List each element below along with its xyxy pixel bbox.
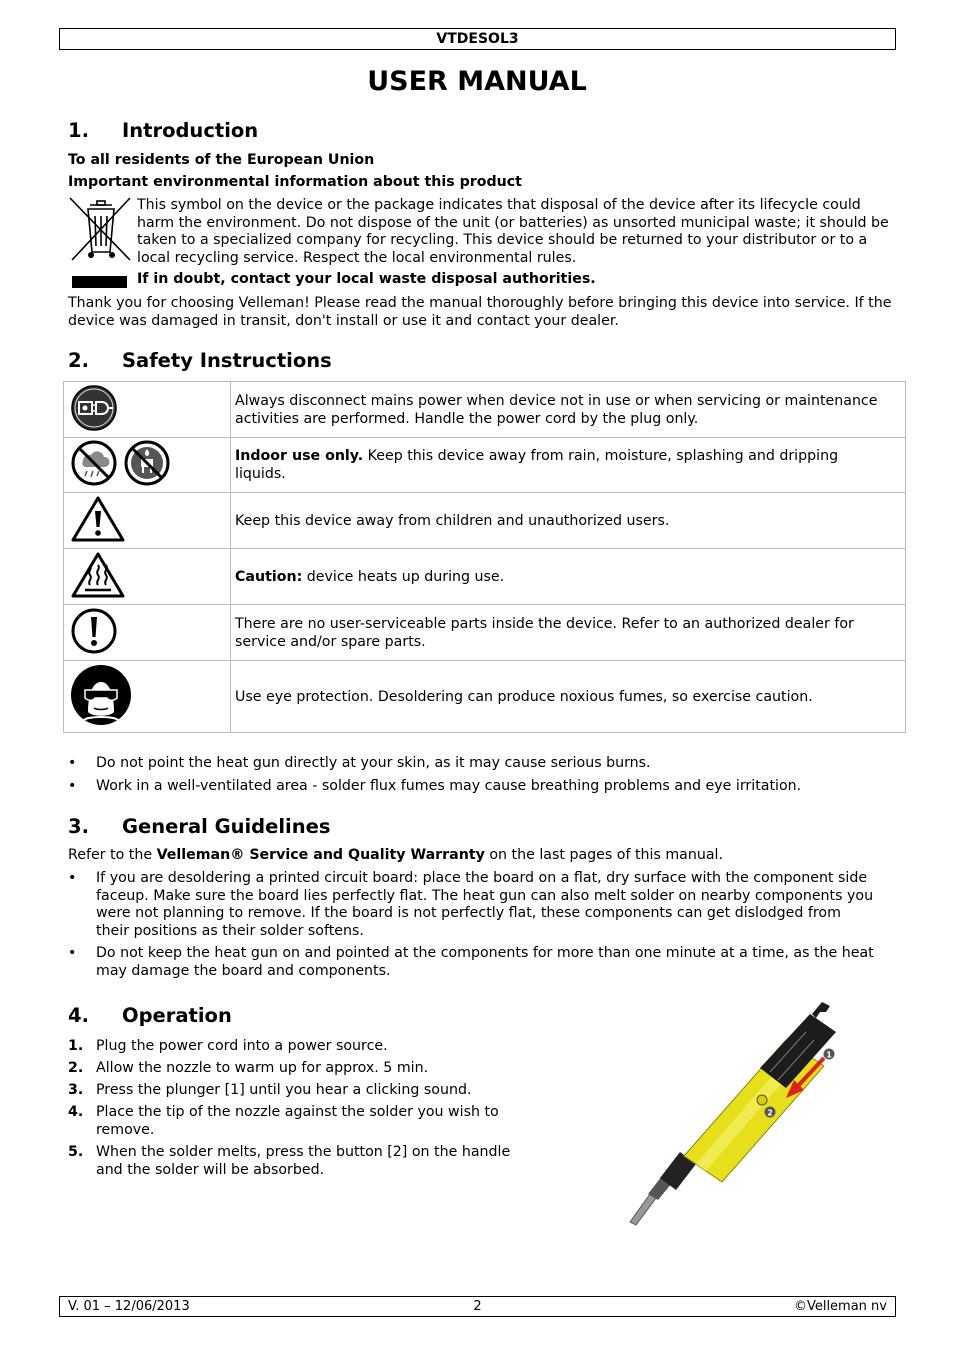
- list-item: [68, 1103, 528, 1139]
- section-heading-safety: [68, 349, 332, 372]
- list-item: • Do not keep the heat gun on and pointed at the components for more than one minute at a time, as the heat may damage the board and components.: [68, 945, 878, 980]
- safety-row: [64, 493, 906, 549]
- step-text: Allow the nozzle to warm up for approx. 5 min.: [96, 1060, 429, 1076]
- warranty-reference: [68, 847, 723, 863]
- no-splash-icon: [123, 475, 171, 491]
- warranty-text-post: on the last pages of this manual.: [484, 847, 724, 863]
- warning-icon: [70, 531, 126, 547]
- list-item: [68, 1081, 528, 1099]
- environmental-info-subheading: Important environmental information about this product: [68, 174, 522, 190]
- safety-table: [63, 381, 906, 733]
- hot-surface-icon: [70, 587, 126, 603]
- section-title: General Guidelines: [122, 815, 331, 838]
- section-number: 1.: [68, 119, 89, 142]
- step-number: 1.: [68, 1038, 84, 1054]
- document-header: [59, 28, 896, 50]
- safety-text: [231, 438, 906, 493]
- safety-text-body: Keep this device away from children and unauthorized users.: [235, 512, 670, 529]
- section-title: Operation: [122, 1004, 232, 1027]
- step-text: Press the plunger [1] until you hear a clicking sound.: [96, 1082, 472, 1098]
- list-item: • If you are desoldering a printed circuit board: place the board on a flat, dry surface with the component side faceup. Make sure the board lies perfectly flat. The heat gun can also melt solder on nearby components you were not planning to remove. If the board is not perfectly flat, these components can get dislodged from their positions as their solder softens.: [68, 870, 878, 940]
- page-number: 2: [473, 1299, 482, 1314]
- no-rain-icon: [70, 475, 123, 491]
- safety-icon-cell: [64, 438, 231, 493]
- safety-text: [231, 605, 906, 661]
- copyright: ©Velleman nv: [793, 1299, 887, 1314]
- version-date: V. 01 – 12/06/2013: [68, 1299, 190, 1314]
- safety-bullets: [68, 755, 893, 795]
- safety-text-body: Always disconnect mains power when device not in use or when servicing or maintenance activities are performed. Handle the power cord by the plug only.: [235, 392, 878, 427]
- page-title: USER MANUAL: [367, 66, 587, 97]
- desoldering-pump-illustration: [600, 1000, 850, 1230]
- section-heading-operation: [68, 1004, 232, 1027]
- step-number: 4.: [68, 1104, 84, 1120]
- guidelines-bullets: [68, 870, 878, 980]
- safety-text-body: Keep this device away from rain, moisture, splashing and dripping liquids.: [235, 448, 839, 482]
- safety-text-bold: Caution:: [235, 568, 303, 585]
- thank-you-text: Thank you for choosing Velleman! Please read the manual thoroughly before bringing this device into service. If the device was damaged in transit, don't install or use it and contact your dealer.: [68, 295, 892, 329]
- safety-row: [64, 549, 906, 605]
- safety-icon-cell: [64, 493, 231, 549]
- operation-steps: [68, 1037, 528, 1183]
- list-item: • Do not point the heat gun directly at your skin, as it may cause serious burns.: [68, 755, 893, 773]
- callout-2: 2: [767, 1108, 773, 1118]
- step-number: 3.: [68, 1082, 84, 1098]
- warranty-title: Velleman® Service and Quality Warranty: [156, 847, 485, 863]
- safety-text-body: There are no user-serviceable parts inside the device. Refer to an authorized dealer for service and/or spare parts.: [235, 615, 854, 650]
- document-footer: [59, 1296, 896, 1317]
- list-item: [68, 1059, 528, 1077]
- callout-1: 1: [826, 1050, 832, 1060]
- weee-black-bar: [72, 276, 127, 288]
- waste-disposal-notice: If in doubt, contact your local waste disposal authorities.: [137, 271, 596, 287]
- attention-icon: [70, 643, 118, 659]
- weee-bin-icon: [68, 196, 134, 262]
- safety-row: [64, 605, 906, 661]
- safety-row: [64, 438, 906, 493]
- step-number: 5.: [68, 1144, 84, 1160]
- safety-text: [231, 549, 906, 605]
- list-item: [68, 1143, 528, 1179]
- list-item: • Work in a well-ventilated area - solder flux fumes may cause breathing problems and eye irritation.: [68, 778, 893, 796]
- step-text: When the solder melts, press the button [2] on the handle and the solder will be absorbed.: [96, 1144, 511, 1178]
- section-heading-introduction: [68, 119, 258, 142]
- section-heading-guidelines: [68, 815, 330, 838]
- section-number: 3.: [68, 815, 89, 838]
- safety-text-body: device heats up during use.: [302, 568, 505, 585]
- model-number: VTDESOL3: [436, 31, 519, 47]
- safety-icon-cell: [64, 661, 231, 733]
- unplug-icon: [70, 420, 118, 436]
- step-number: 2.: [68, 1060, 84, 1076]
- safety-text-bold: Indoor use only.: [235, 448, 364, 464]
- section-number: 2.: [68, 349, 89, 372]
- eye-protection-icon: [70, 714, 132, 730]
- weee-explanation: This symbol on the device or the package indicates that disposal of the device after its lifecycle could harm the environment. Do not dispose of the unit (or batteries) as unsorted municipal waste; it should be taken to a specialized company for recycling. This device should be returned to your distributor or to a local recycling service. Respect the local environmental rules.: [137, 197, 889, 266]
- safety-text-body: Use eye protection. Desoldering can produce noxious fumes, so exercise caution.: [235, 688, 813, 705]
- list-item: [68, 1037, 528, 1055]
- step-text: Place the tip of the nozzle against the solder you wish to remove.: [96, 1104, 499, 1138]
- safety-icon-cell: [64, 382, 231, 438]
- section-title: Introduction: [122, 119, 259, 142]
- section-title: Safety Instructions: [122, 349, 332, 372]
- safety-icon-cell: [64, 605, 231, 661]
- eu-residents-subheading: To all residents of the European Union: [68, 152, 375, 168]
- safety-row: [64, 382, 906, 438]
- section-number: 4.: [68, 1004, 89, 1027]
- safety-text: [231, 493, 906, 549]
- safety-icon-cell: [64, 549, 231, 605]
- safety-text: [231, 382, 906, 438]
- step-text: Plug the power cord into a power source.: [96, 1038, 388, 1054]
- warranty-text-pre: Refer to the: [68, 847, 157, 863]
- safety-row: [64, 661, 906, 733]
- safety-text: [231, 661, 906, 733]
